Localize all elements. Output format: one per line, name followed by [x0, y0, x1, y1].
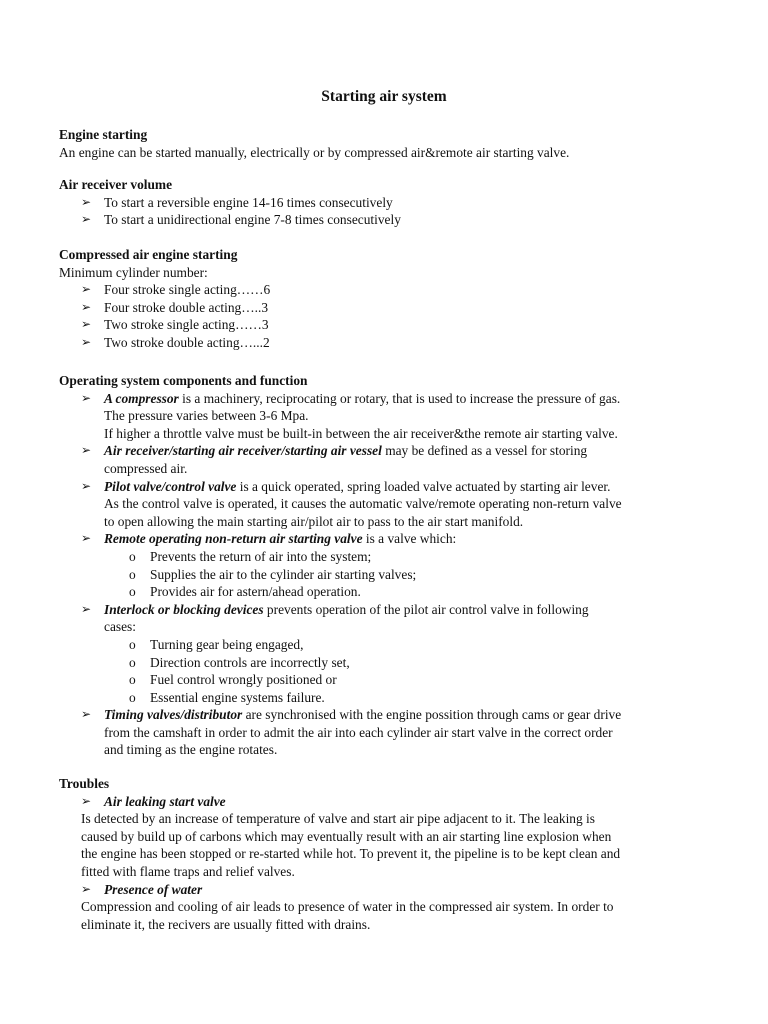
list-item-timing: ➢ Timing valves/distributor are synchronised with the engine possition through cams or gear drive	[81, 707, 622, 723]
water-line: eliminate it, the recivers are usually fitted with drains.	[81, 916, 371, 932]
timing-line: from the camshaft in order to admit the air into each cylinder air start valve in the correct order	[104, 724, 613, 740]
arrow-bullet-icon: ➢	[81, 299, 92, 314]
pilot-line: As the control valve is operated, it causes the automatic valve/remote operating non-return valve	[104, 496, 622, 512]
circle-bullet-icon: o	[129, 654, 136, 670]
timing-line: and timing as the engine rotates.	[104, 742, 278, 758]
arrow-bullet-icon: ➢	[81, 531, 92, 546]
circle-bullet-icon: o	[129, 672, 136, 688]
leak-line: caused by build up of carbons which may eventually result with an air starting line explosion when	[81, 828, 612, 844]
interlock-line: cases:	[104, 619, 136, 635]
list-item: ➢ To start a reversible engine 14-16 times consecutively	[81, 194, 393, 210]
arrow-bullet-icon: ➢	[81, 443, 92, 458]
list-item-interlock: ➢ Interlock or blocking devices prevents operation of the pilot air control valve in following	[81, 601, 589, 617]
list-item: ➢ Four stroke single acting……6	[81, 282, 271, 298]
sub-list-item: o Supplies the air to the cylinder air starting valves;	[129, 566, 417, 582]
sub-list-item: o Fuel control wrongly positioned or	[129, 672, 337, 688]
sub-list-item: o Provides air for astern/ahead operation.	[129, 584, 361, 600]
list-item-pilot: ➢ Pilot valve/control valve is a quick operated, spring loaded valve actuated by starting air lever.	[81, 478, 611, 494]
page-title: Starting air system	[321, 88, 447, 105]
section-components	[59, 372, 719, 759]
receiver-line: compressed air.	[104, 460, 188, 476]
compressor-line: The pressure varies between 3-6 Mpa.	[104, 408, 309, 424]
circle-bullet-icon: o	[129, 636, 136, 652]
section-compressed-air	[59, 246, 719, 352]
list-item-water: ➢ Presence of water	[81, 881, 203, 897]
heading-air-receiver-volume: Air receiver volume	[59, 177, 173, 192]
heading-compressed-air: Compressed air engine starting	[59, 247, 238, 262]
list-item-compressor: ➢ A compressor is a machinery, reciprocating or rotary, that is used to increase the pressure of gas.	[81, 390, 621, 406]
pilot-line: to open allowing the main starting air/pilot air to pass to the air start manifold.	[104, 513, 524, 529]
section-engine-starting	[59, 126, 719, 161]
sub-list-item: o Turning gear being engaged,	[129, 636, 304, 652]
list-item-remote: ➢ Remote operating non-return air starting valve is a valve which:	[81, 531, 457, 547]
arrow-bullet-icon: ➢	[81, 707, 92, 722]
arrow-bullet-icon: ➢	[81, 793, 92, 808]
heading-troubles: Troubles	[59, 776, 110, 791]
sub-list-item: o Direction controls are incorrectly set,	[129, 654, 350, 670]
arrow-bullet-icon: ➢	[81, 334, 92, 349]
arrow-bullet-icon: ➢	[81, 194, 92, 209]
engine-starting-text: An engine can be started manually, electrically or by compressed air&remote air starting valve.	[59, 144, 570, 160]
list-item: ➢ Two stroke single acting……3	[81, 317, 269, 333]
compressor-line: If higher a throttle valve must be built-in between the air receiver&the remote air starting valve.	[104, 425, 618, 441]
arrow-bullet-icon: ➢	[81, 881, 92, 896]
leak-line: the engine has been stopped or re-started while hot. To prevent it, the pipeline is to be kept clean and	[81, 846, 621, 862]
sub-list-item: o Prevents the return of air into the system;	[129, 548, 372, 564]
heading-components: Operating system components and function	[59, 373, 308, 388]
water-line: Compression and cooling of air leads to presence of water in the compressed air system. In order to	[81, 899, 614, 915]
list-item: ➢ To start a unidirectional engine 7-8 times consecutively	[81, 212, 401, 228]
circle-bullet-icon: o	[129, 689, 136, 705]
arrow-bullet-icon: ➢	[81, 212, 92, 227]
list-item: ➢ Two stroke double acting…...2	[81, 334, 270, 350]
list-item-receiver: ➢ Air receiver/starting air receiver/starting air vessel may be defined as a vessel for storing	[81, 443, 588, 459]
circle-bullet-icon: o	[129, 548, 136, 564]
arrow-bullet-icon: ➢	[81, 282, 92, 297]
circle-bullet-icon: o	[129, 584, 136, 600]
compressed-air-intro: Minimum cylinder number:	[59, 264, 208, 280]
arrow-bullet-icon: ➢	[81, 317, 92, 332]
arrow-bullet-icon: ➢	[81, 478, 92, 493]
leak-line: fitted with flame traps and relief valves.	[81, 863, 295, 879]
heading-engine-starting: Engine starting	[59, 127, 148, 142]
list-item: ➢ Four stroke double acting…..3	[81, 299, 269, 315]
list-item-leak: ➢ Air leaking start valve	[81, 793, 226, 809]
arrow-bullet-icon: ➢	[81, 601, 92, 616]
section-troubles	[59, 775, 719, 933]
arrow-bullet-icon: ➢	[81, 390, 92, 405]
sub-list-item: o Essential engine systems failure.	[129, 689, 325, 705]
leak-line: Is detected by an increase of temperature of valve and start air pipe adjacent to it. The leaking is	[81, 811, 595, 827]
circle-bullet-icon: o	[129, 566, 136, 582]
section-air-receiver-volume	[59, 176, 719, 229]
